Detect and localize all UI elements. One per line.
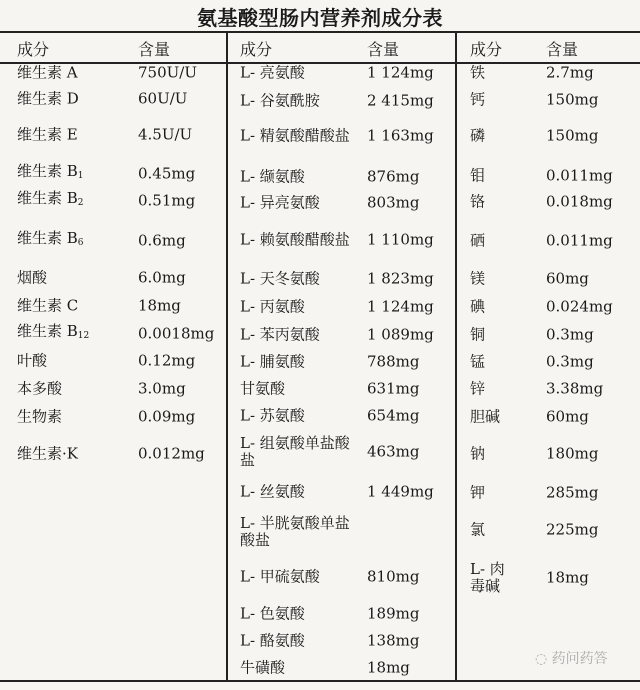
ingredient-name-text: L- 缬氨酸 [240, 167, 305, 186]
ingredient-name-text: 维生素 B [17, 229, 78, 247]
ingredient-amount: 0.6mg [138, 231, 186, 250]
ingredient-name [240, 169, 305, 186]
ingredient-amount: 150mg [546, 126, 599, 145]
ingredient-amount: 3.38mg [546, 379, 604, 398]
ingredient-amount: 803mg [367, 193, 420, 212]
ingredient-name-text: L- 脯氨酸 [240, 352, 305, 371]
ingredient-amount: 6.0mg [138, 268, 186, 287]
ingredient-amount: 1 124mg [367, 63, 434, 82]
ingredient-name-text: L- 甲硫氨酸 [240, 567, 320, 586]
ingredient-amount: 18mg [546, 568, 589, 587]
ingredient-amount: 60mg [546, 269, 589, 288]
ingredient-name-text: L- 天冬氨酸 [240, 269, 320, 288]
ingredient-name [240, 354, 305, 371]
ingredient-name [17, 91, 79, 108]
ingredient-name-text: 本多酸 [17, 379, 63, 398]
ingredient-name [470, 92, 485, 109]
ingredient-name [240, 93, 320, 110]
ingredient-amount: 876mg [367, 167, 420, 186]
ingredient-amount: 788mg [367, 352, 420, 371]
ingredient-amount: 0.3mg [546, 352, 594, 371]
ingredient-name [240, 408, 305, 425]
ingredient-amount: 0.12mg [138, 351, 196, 370]
ingredient-amount: 1 449mg [367, 482, 434, 501]
ingredient-amount: 18mg [138, 296, 181, 315]
ingredient-amount: 150mg [546, 90, 599, 109]
watermark [535, 648, 608, 668]
ingredient-amount: 750U/U [138, 63, 197, 82]
ingredient-amount: 0.09mg [138, 407, 196, 426]
ingredient-amount: 285mg [546, 483, 599, 502]
ingredient-name [470, 381, 485, 398]
ingredient-name [17, 127, 78, 144]
ingredient-name [470, 561, 515, 595]
ingredient-name [17, 270, 47, 287]
ingredient-amount: 0.011mg [546, 231, 613, 250]
ingredient-amount: 3.0mg [138, 379, 186, 398]
ingredient-name-text: 维生素 C [17, 296, 79, 315]
ingredient-name [470, 299, 485, 316]
ingredient-amount: 631mg [367, 379, 420, 398]
ingredient-name [240, 195, 320, 212]
subscript: 12 [77, 331, 90, 341]
ingredient-name [470, 194, 485, 211]
ingredient-amount: 60U/U [138, 89, 188, 108]
wechat-icon: ◌ [535, 651, 548, 667]
watermark-text: 药问药答 [551, 651, 608, 667]
ingredient-name-text: L- 色氨酸 [240, 604, 305, 623]
ingredient-amount: 180mg [546, 444, 599, 463]
ingredient-amount: 654mg [367, 406, 420, 425]
ingredient-name [240, 569, 320, 586]
ingredient-name-text: 硒 [470, 231, 486, 250]
ingredient-amount: 0.011mg [546, 166, 613, 185]
ingredient-name [470, 128, 485, 145]
ingredient-name-text: L- 谷氨酰胺 [240, 91, 320, 110]
ingredient-amount: 225mg [546, 520, 599, 539]
ingredient-name-text: 氯 [470, 520, 486, 539]
ingredient-name [240, 271, 320, 288]
ingredient-name-text: 镁 [470, 269, 486, 288]
ingredient-name-text: 钼 [470, 166, 486, 185]
table-title: 氨基酸型肠内营养剂成分表 [197, 6, 443, 30]
ingredient-amount: 0.51mg [138, 191, 196, 210]
ingredient-amount: 463mg [367, 442, 420, 461]
ingredient-name-text: 维生素 B [17, 322, 78, 340]
ingredient-name [240, 128, 350, 145]
column-divider [226, 32, 228, 680]
ingredient-name-text: 铬 [470, 192, 486, 211]
ingredient-name-text: 维生素 B [17, 189, 78, 207]
ingredient-name-text: 铜 [470, 325, 486, 344]
ingredient-name-text: L- 苯丙氨酸 [240, 325, 320, 344]
ingredient-name [240, 381, 285, 398]
ingredient-name [240, 660, 285, 677]
ingredient-name-text: 维生素·K [17, 444, 78, 463]
ingredient-name-text: 磷 [470, 126, 486, 145]
header-rule [0, 62, 640, 64]
subscript: 2 [77, 198, 84, 208]
ingredient-name-text: 维生素 E [17, 125, 78, 144]
ingredient-name-text: 维生素 B [17, 162, 78, 180]
ingredient-name-text: L- 亮氨酸 [240, 63, 305, 82]
ingredient-amount: 810mg [367, 567, 420, 586]
ingredient-name [17, 163, 84, 185]
ingredient-name-text: L- 精氨酸醋酸盐 [240, 126, 350, 145]
ingredient-name-text: L- 半胱氨酸单盐酸盐 [240, 514, 350, 549]
ingredient-name-text: 钠 [470, 444, 486, 463]
ingredient-name-text: 维生素 D [17, 89, 79, 108]
ingredient-amount: 2.7mg [546, 63, 594, 82]
ingredient-name [240, 232, 350, 249]
ingredient-name-text: 铁 [470, 63, 486, 82]
column-divider [455, 32, 457, 680]
ingredient-name-text: 钙 [470, 90, 486, 109]
ingredient-name-text: 胆碱 [470, 407, 501, 426]
ingredient-name [17, 298, 78, 315]
ingredient-name [470, 233, 485, 250]
ingredient-name [470, 522, 485, 539]
ingredient-name [240, 484, 305, 501]
ingredient-amount: 60mg [546, 407, 589, 426]
ingredient-name [240, 65, 305, 82]
header-name: 成分 [470, 40, 503, 59]
ingredient-name-text: L- 组氨酸单盐酸盐 [240, 434, 350, 469]
ingredient-name-text: 碘 [470, 297, 486, 316]
ingredient-name [240, 435, 350, 469]
ingredient-name-text: 牛磺酸 [240, 658, 286, 677]
ingredient-name-text: 甘氨酸 [240, 379, 286, 398]
ingredient-name [17, 190, 84, 212]
ingredient-name-text: 维生素 A [17, 63, 78, 82]
header-name: 成分 [17, 40, 50, 59]
ingredient-name-text: L- 丝氨酸 [240, 482, 305, 501]
ingredient-name [470, 485, 485, 502]
ingredient-amount: 0.45mg [138, 164, 196, 183]
bottom-rule [0, 680, 640, 682]
top-rule [0, 31, 640, 33]
ingredient-name-text: 生物素 [17, 407, 63, 426]
ingredient-name [17, 446, 78, 463]
ingredient-amount: 2 415mg [367, 91, 434, 110]
ingredient-name [240, 606, 305, 623]
ingredient-name [470, 327, 485, 344]
ingredient-amount: 1 823mg [367, 269, 434, 288]
header-name: 成分 [240, 40, 273, 59]
ingredient-name-text: 锰 [470, 352, 486, 371]
ingredient-name [470, 409, 500, 426]
ingredient-amount: 189mg [367, 604, 420, 623]
ingredient-amount: 0.012mg [138, 444, 205, 463]
ingredient-amount: 1 163mg [367, 126, 434, 145]
ingredient-amount: 138mg [367, 631, 420, 650]
ingredient-name [470, 65, 485, 82]
ingredient-name-text: 锌 [470, 379, 486, 398]
ingredient-name [240, 327, 320, 344]
header-amount: 含量 [138, 40, 171, 59]
subscript: 1 [77, 171, 84, 181]
ingredient-name [240, 515, 350, 549]
ingredient-amount: 0.3mg [546, 325, 594, 344]
ingredient-name-text: L- 酪氨酸 [240, 631, 305, 650]
ingredient-name-text: L- 肉毒碱 [470, 560, 505, 595]
header-amount: 含量 [367, 40, 400, 59]
ingredient-amount: 0.018mg [546, 192, 613, 211]
ingredient-name [17, 65, 78, 82]
ingredient-amount: 0.0018mg [138, 324, 215, 343]
ingredient-name-text: 钾 [470, 483, 486, 502]
ingredient-name [470, 168, 485, 185]
ingredient-name-text: L- 丙氨酸 [240, 297, 305, 316]
ingredient-amount: 4.5U/U [138, 125, 193, 144]
ingredient-name-text: 叶酸 [17, 351, 48, 370]
header-amount: 含量 [546, 40, 579, 59]
ingredient-name-text: L- 苏氨酸 [240, 406, 305, 425]
ingredient-name [17, 409, 62, 426]
ingredient-name [470, 446, 485, 463]
ingredient-name [17, 230, 84, 252]
ingredient-name [240, 299, 305, 316]
ingredient-name-text: L- 异亮氨酸 [240, 193, 320, 212]
ingredient-name-text: L- 赖氨酸醋酸盐 [240, 230, 350, 249]
ingredient-amount: 0.024mg [546, 297, 613, 316]
ingredient-name-text: 烟酸 [17, 268, 48, 287]
ingredient-name [17, 353, 47, 370]
ingredient-name [17, 323, 89, 345]
ingredient-amount: 1 089mg [367, 325, 434, 344]
ingredient-name [470, 271, 485, 288]
ingredient-amount: 18mg [367, 658, 410, 677]
ingredient-name [470, 354, 485, 371]
subscript: 6 [77, 238, 84, 248]
ingredient-amount: 1 110mg [367, 230, 434, 249]
ingredient-amount: 1 124mg [367, 297, 434, 316]
ingredient-name [240, 633, 305, 650]
ingredient-name [17, 381, 62, 398]
